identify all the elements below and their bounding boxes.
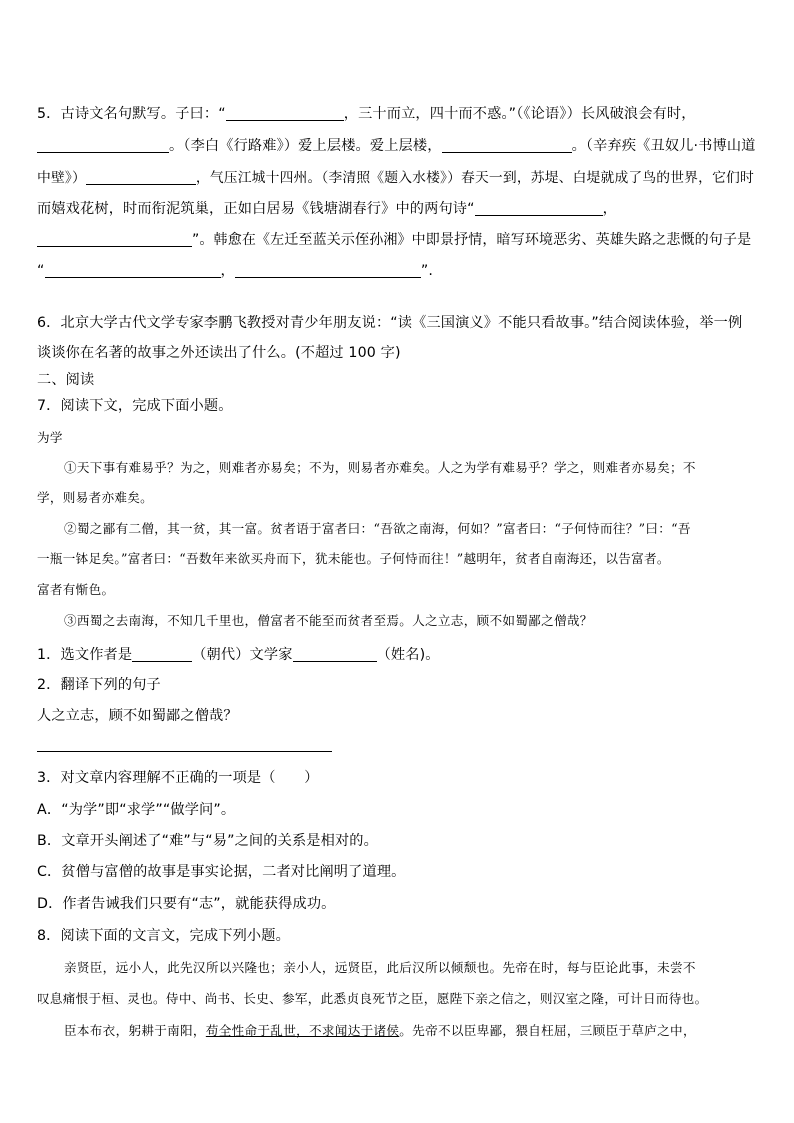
q8-intro: 8．阅读下面的文言文，完成下列小题。 [37, 928, 290, 944]
passage-line: ②蜀之鄙有二僧，其一贫，其一富。贫者语于富者曰：“吾欲之南海，何如？”富者曰：“子何恃而往？”曰：“吾 [64, 521, 691, 536]
passage-text: 臣本布衣，躬耕于南阳， [64, 1023, 206, 1038]
passage-line: 一瓶一钵足矣。”富者曰：“吾数年来欲买舟而下，犹未能也。子何恃而往！”越明年，贫者自南海还，以告富者。 [37, 551, 670, 566]
passage-text: 。先帝不以臣卑鄙，猥自枉屈，三顾臣于草庐之中， [399, 1023, 696, 1038]
q7-sub-3: 3．对文章内容理解不正确的一项是（ ） [37, 770, 319, 786]
q5-line-3 [37, 168, 754, 188]
option-c[interactable]: C．贫僧与富僧的故事是事实论据，二者对比阐明了道理。 [37, 864, 406, 880]
q5-text: 中壁》） [37, 170, 86, 186]
fill-blank[interactable] [86, 169, 196, 185]
fill-blank[interactable] [37, 231, 192, 247]
passage-line [64, 1021, 696, 1041]
q5-line-5 [37, 230, 751, 250]
q7-sub-2-sentence: 人之立志，顾不如蜀鄙之僧哉？ [37, 708, 238, 724]
q5-text: “ [37, 263, 45, 279]
q7-sub-1-text: 1．选文作者是 [37, 647, 133, 663]
q7-sub-1-text: （姓名)。 [376, 647, 440, 663]
passage-line: 富者有惭色。 [37, 582, 115, 597]
passage-text: ， [296, 1023, 310, 1038]
underlined-text: 不求闻达于诸侯 [309, 1023, 400, 1038]
fill-blank[interactable] [226, 105, 344, 121]
passage-line: 叹息痛恨于桓、灵也。侍中、尚书、长史、参军，此悉贞良死节之臣，愿陛下亲之信之，则汉室之隆，可计日而待也。 [37, 991, 708, 1006]
fill-blank[interactable] [45, 262, 221, 278]
fill-blank[interactable] [293, 646, 377, 662]
q5-line-1 [37, 104, 696, 124]
q5-text: 。（辛弃疾《丑奴儿·书博山道 [571, 138, 756, 154]
fill-blank[interactable] [37, 137, 169, 153]
option-a[interactable]: A．“为学”即“求学”“做学问”。 [37, 802, 236, 818]
q5-text: ，三十而立，四十而不惑。”（《论语》）长风破浪会有时， [343, 106, 696, 122]
q5-text: 而嬉戏花树，时而衔泥筑巢，正如白居易《钱塘湖春行》中的两句诗“ [37, 201, 475, 217]
q6-line-2: 谈谈你在名著的故事之外还读出了什么。(不超过 100 字) [37, 345, 401, 361]
passage-line: 学，则易者亦难矣。 [37, 490, 154, 505]
passage-line: ③西蜀之去南海，不知几千里也，僧富者不能至而贫者至焉。人之立志，顾不如蜀鄙之僧哉？ [64, 613, 593, 628]
fill-blank[interactable] [475, 200, 603, 216]
q5-text: ”。韩愈在《左迁至蓝关示侄孙湘》中即景抒情，暗写环境恶劣、英雄失路之悲慨的句子是 [192, 232, 752, 248]
option-d[interactable]: D．作者告诫我们只要有“志”，就能获得成功。 [37, 896, 336, 912]
q5-text: ， [220, 263, 235, 279]
q5-text: ， [602, 201, 617, 217]
q7-sub-2: 2．翻译下列的句子 [37, 677, 161, 693]
q5-text: 5．古诗文名句默写。子曰：“ [37, 106, 226, 122]
passage-title: 为学 [37, 430, 63, 445]
q5-line-6 [37, 261, 433, 281]
q6-line-1: 6．北京大学古代文学专家李鹏飞教授对青少年朋友说：“读《三国演义》不能只看故事。”结合阅读体验，举一例 [37, 315, 743, 331]
q7-intro: 7．阅读下文，完成下面小题。 [37, 398, 233, 414]
q5-text: ，气压江城十四州。（李清照《题入水楼》）春天一到，苏堤、白堤就成了鸟的世界，它们时 [195, 170, 754, 186]
fill-blank[interactable] [235, 262, 421, 278]
option-b[interactable]: B．文章开头阐述了“难”与“易”之间的关系是相对的。 [37, 833, 378, 849]
answer-line[interactable] [37, 751, 332, 752]
fill-blank[interactable] [442, 137, 572, 153]
q5-text: 。（李白《行路难》）爱上层楼。爱上层楼， [169, 138, 442, 154]
fill-blank[interactable] [132, 646, 192, 662]
q5-line-2 [37, 136, 756, 156]
underlined-text: 苟全性命于乱世 [205, 1023, 297, 1038]
q7-sub-1-text: （朝代）文学家 [192, 647, 293, 663]
q7-sub-1 [37, 645, 440, 665]
q5-text: ”. [420, 263, 434, 279]
q5-line-4 [37, 199, 617, 219]
section-heading: 二、阅读 [37, 372, 95, 388]
passage-line: ①天下事有难易乎？为之，则难者亦易矣；不为，则易者亦难矣。人之为学有难易乎？学之，则难者亦易矣；不 [64, 460, 696, 475]
passage-line: 亲贤臣，远小人，此先汉所以兴隆也；亲小人，远贤臣，此后汉所以倾颓也。先帝在时，每与臣论此事，未尝不 [64, 960, 696, 975]
